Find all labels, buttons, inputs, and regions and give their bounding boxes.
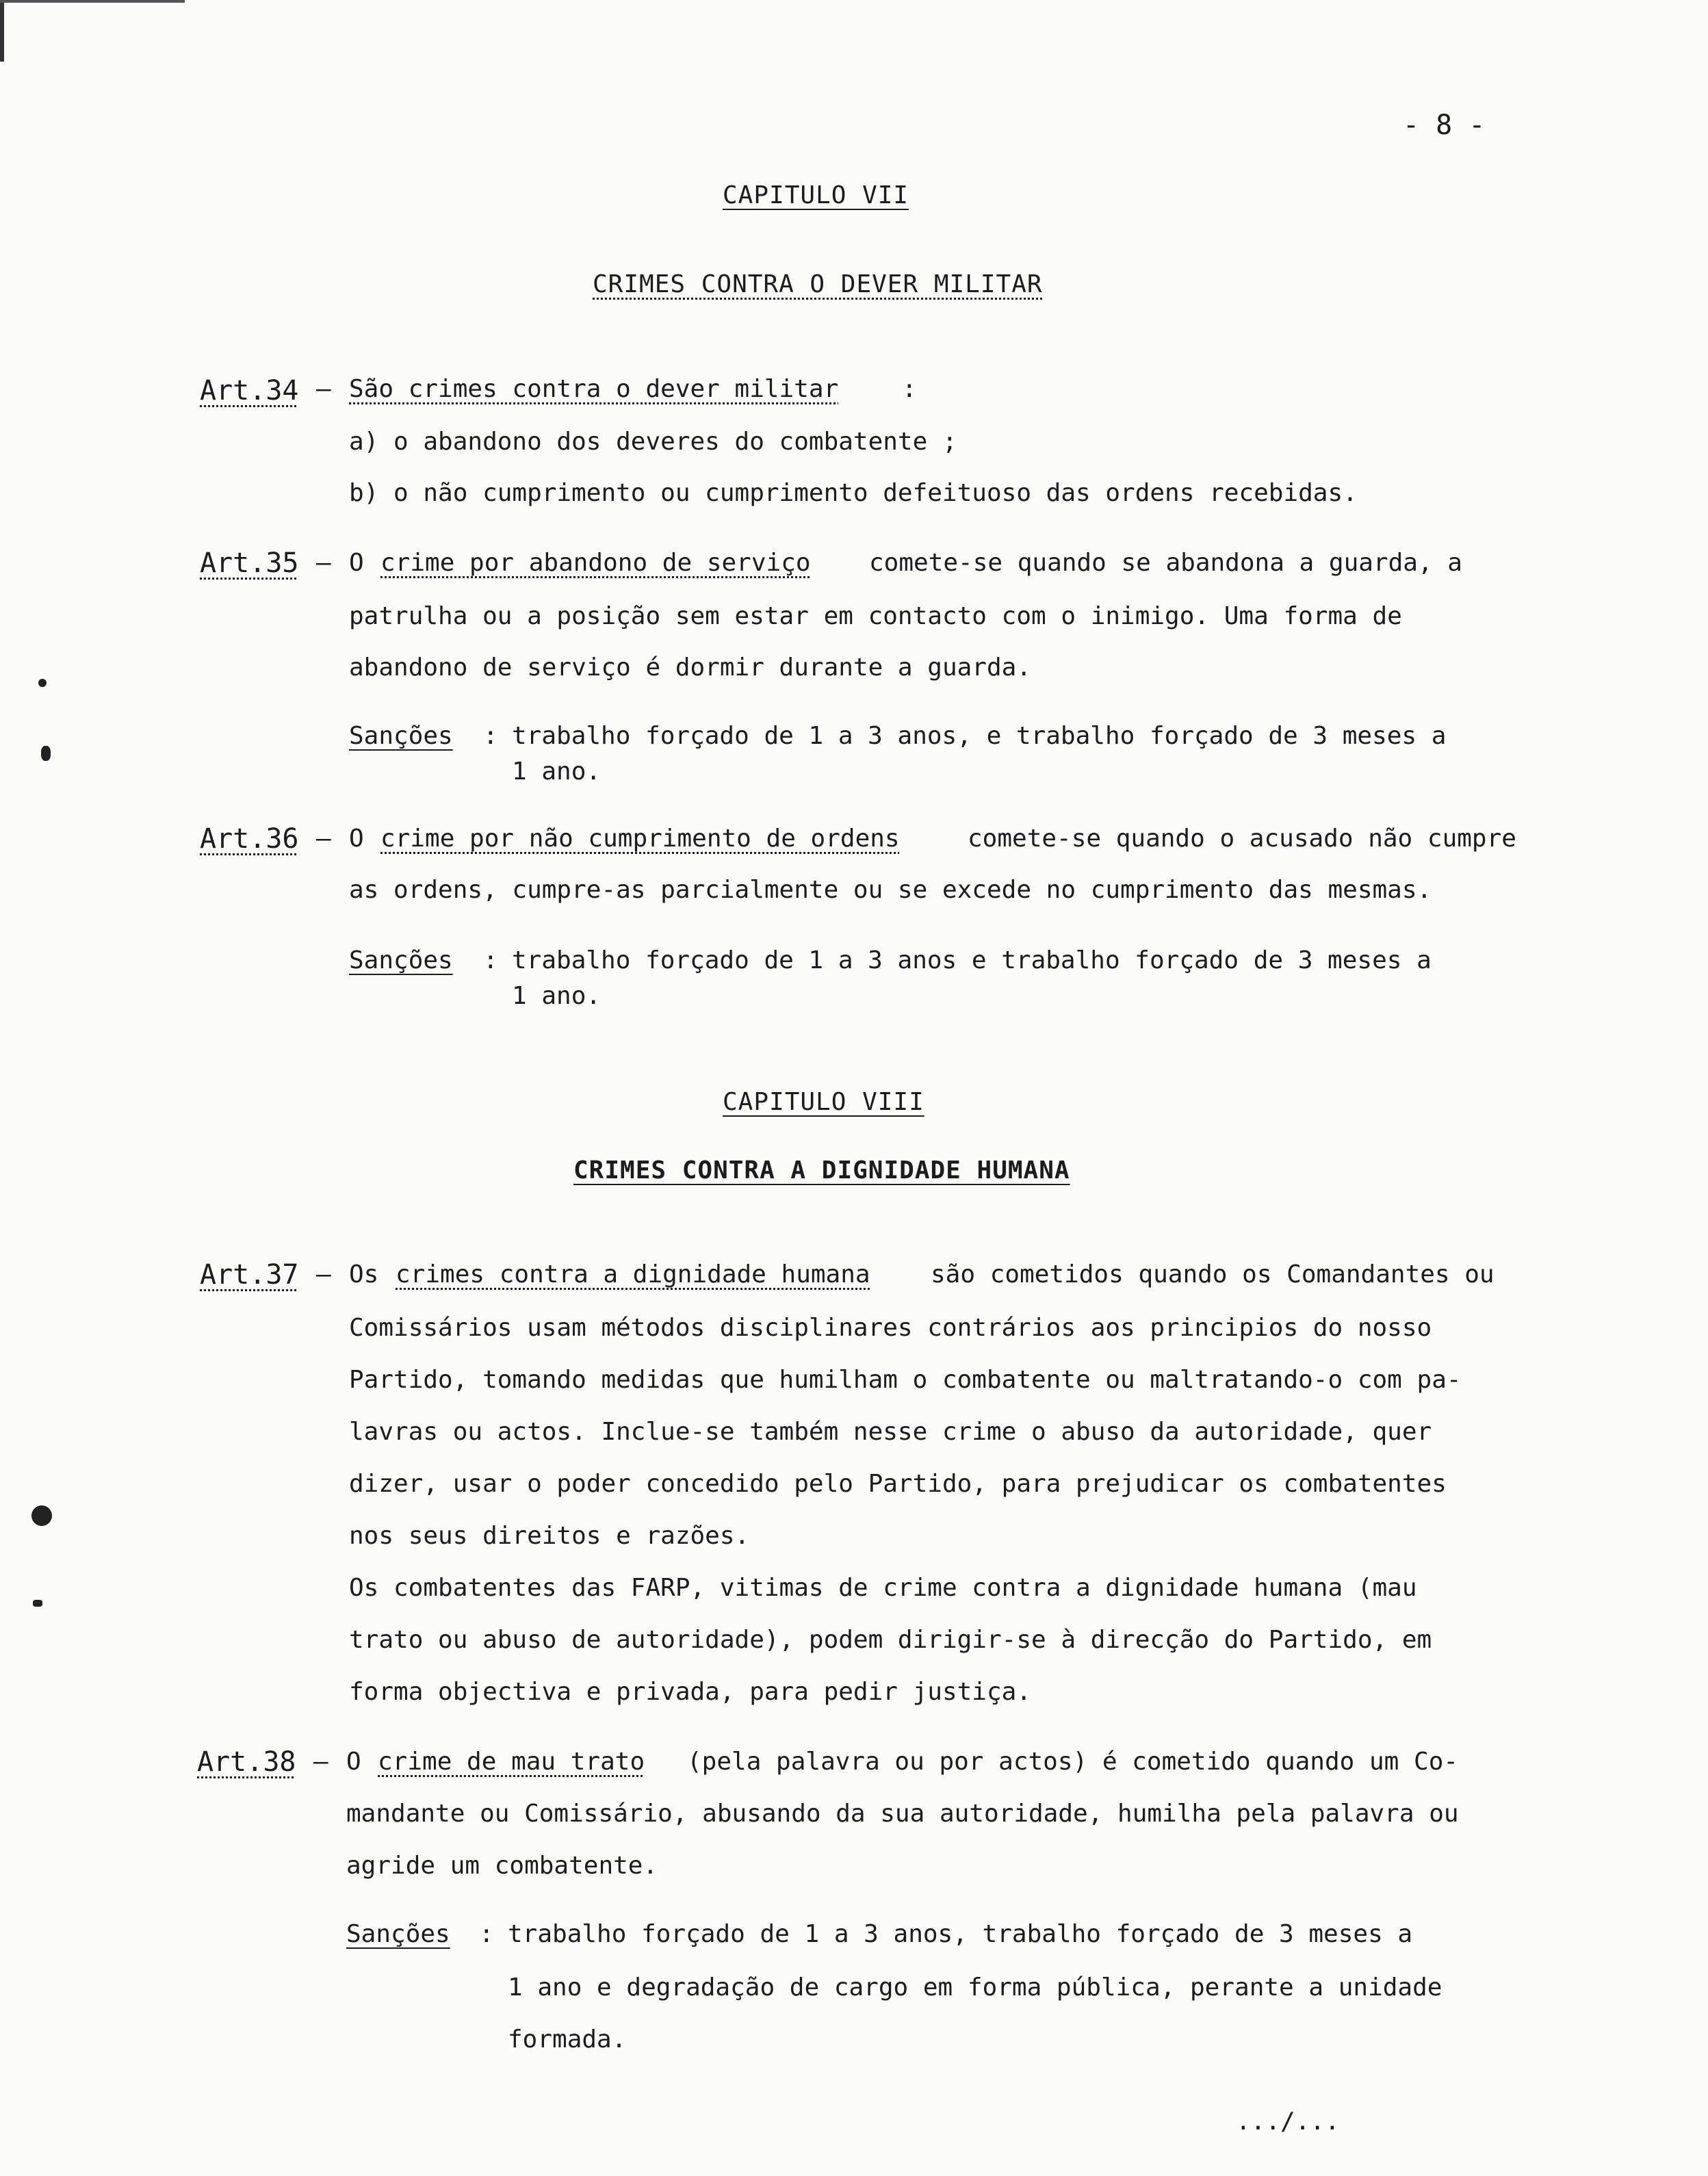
chapter-heading: CAPITULO VII <box>723 181 909 209</box>
article-text: Os combatentes das FARP, vitimas de crime contra a dignidade humana (mau <box>349 1574 1417 1602</box>
page-number: - 8 - <box>1403 109 1486 141</box>
article-text: abandono de serviço é dormir durante a guarda. <box>349 653 1031 682</box>
article-label: Art.37 <box>200 1259 299 1291</box>
article-label: Art.36 <box>200 823 299 855</box>
continuation-mark: .../... <box>1236 2108 1340 2136</box>
article-term: crimes contra a dignidade humana <box>396 1260 870 1288</box>
article-dash: – <box>316 375 331 403</box>
article-text: lavras ou actos. Inclue-se também nesse crime o abuso da autoridade, quer <box>349 1418 1432 1446</box>
article-text: Partido, tomando medidas que humilham o combatente ou maltratando-o com pa- <box>349 1366 1462 1394</box>
sanctions-text: trabalho forçado de 1 a 3 anos, trabalho forçado de 3 meses a <box>508 1920 1413 1948</box>
list-item: b) o não cumprimento ou cumprimento defeituoso das ordens recebidas. <box>349 479 1358 507</box>
article-text: mandante ou Comissário, abusando da sua autoridade, humilha pela palavra ou <box>346 1800 1459 1828</box>
article-term: crime de mau trato <box>378 1748 645 1776</box>
binder-hole-mark <box>33 1600 42 1607</box>
sanctions-text: trabalho forçado de 1 a 3 anos e trabalho forçado de 3 meses a <box>512 946 1432 974</box>
article-text: trato ou abuso de autoridade), podem dirigir-se à direcção do Partido, em <box>349 1626 1432 1654</box>
binder-hole-mark <box>31 1505 52 1526</box>
article-text: comete-se quando o acusado não cumpre <box>968 825 1516 853</box>
article-lead: Os <box>349 1260 379 1288</box>
article-text: são cometidos quando os Comandantes ou <box>931 1260 1494 1288</box>
article-colon: : <box>902 375 917 403</box>
article-text: comete-se quando se abandona a guarda, a <box>869 549 1462 577</box>
sanctions-label: Sanções <box>346 1920 450 1948</box>
article-lead: O <box>346 1748 361 1776</box>
article-label: Art.35 <box>200 547 299 579</box>
sanctions-text: 1 ano. <box>512 757 601 786</box>
sanctions-text: trabalho forçado de 1 a 3 anos, e trabalho forçado de 3 meses a <box>512 722 1447 750</box>
article-text: forma objectiva e privada, para pedir justiça. <box>349 1678 1031 1706</box>
article-text: agride um combatente. <box>346 1852 658 1880</box>
chapter-subheading: CRIMES CONTRA A DIGNIDADE HUMANA <box>573 1156 1070 1184</box>
article-dash: – <box>316 825 331 853</box>
sanctions-colon: : <box>479 1920 494 1948</box>
list-item: a) o abandono dos deveres do combatente ; <box>349 428 957 456</box>
chapter-heading: CAPITULO VIII <box>723 1088 924 1116</box>
article-dash: – <box>313 1748 328 1776</box>
binder-hole-mark <box>41 746 51 761</box>
article-label: Art.34 <box>200 375 299 406</box>
article-lead: O <box>349 825 364 853</box>
article-term: crime por abandono de serviço <box>380 549 811 577</box>
article-dash: – <box>316 1260 331 1288</box>
article-lead: São crimes contra o dever militar <box>349 375 839 403</box>
sanctions-label: Sanções <box>349 722 453 750</box>
sanctions-colon: : <box>483 946 498 974</box>
sanctions-colon: : <box>483 722 498 750</box>
sanctions-label: Sanções <box>349 946 453 974</box>
sanctions-text: formada. <box>508 2025 627 2054</box>
scan-edge-line <box>0 0 4 62</box>
article-dash: – <box>316 549 331 577</box>
sanctions-text: 1 ano. <box>512 982 601 1010</box>
scan-top-edge <box>0 0 185 3</box>
article-lead: O <box>349 549 364 577</box>
article-term: crime por não cumprimento de ordens <box>380 825 900 853</box>
article-text: (pela palavra ou por actos) é cometido quando um Co- <box>687 1748 1459 1776</box>
chapter-subheading: CRIMES CONTRA O DEVER MILITAR <box>593 270 1043 298</box>
binder-hole-mark <box>38 679 47 687</box>
article-text: Comissários usam métodos disciplinares contrários aos principios do nosso <box>349 1314 1432 1342</box>
article-text: patrulha ou a posição sem estar em contacto com o inimigo. Uma forma de <box>349 602 1402 630</box>
article-text: dizer, usar o poder concedido pelo Partido, para prejudicar os combatentes <box>349 1470 1447 1498</box>
article-label: Art.38 <box>197 1746 296 1778</box>
article-text: as ordens, cumpre-as parcialmente ou se excede no cumprimento das mesmas. <box>349 876 1432 904</box>
article-text: nos seus direitos e razões. <box>349 1522 750 1550</box>
sanctions-text: 1 ano e degradação de cargo em forma pública, perante a unidade <box>508 1973 1442 2002</box>
